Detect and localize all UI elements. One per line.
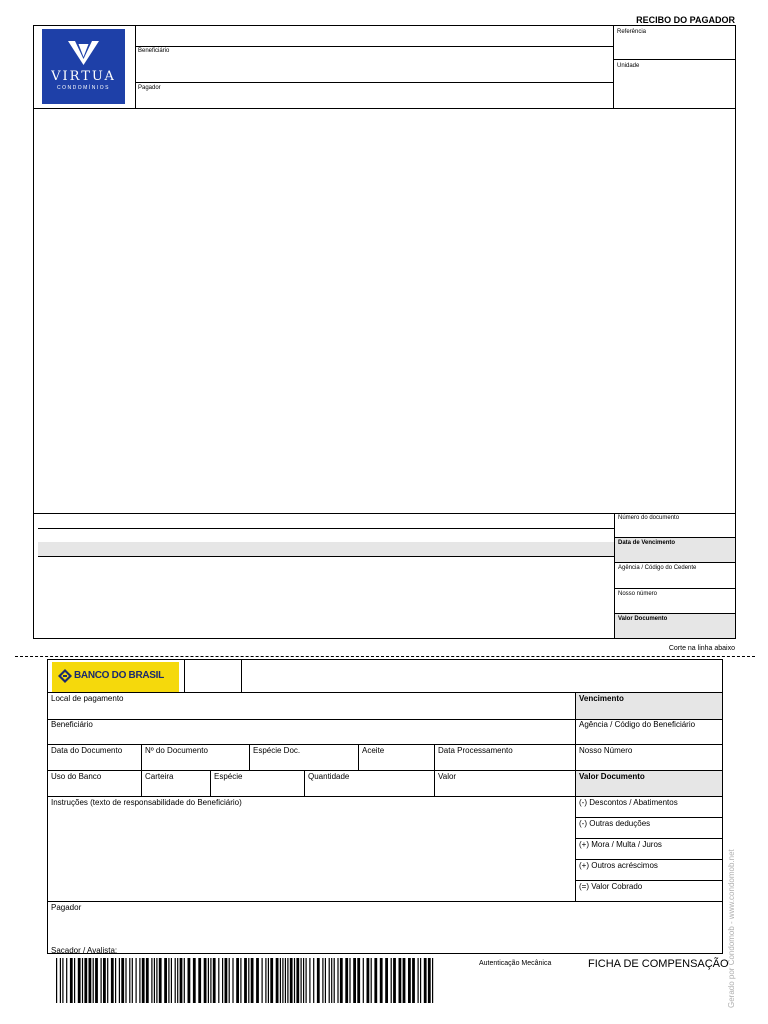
generated-by-text: Gerado por Condomob - www.condomob.net (727, 849, 736, 1008)
ficha-vencimento-label: Vencimento (579, 694, 624, 703)
ficha-header-divider-2 (241, 659, 242, 693)
recibo-referencia-label: Referência (617, 29, 647, 35)
ficha-row-line-4 (47, 796, 723, 797)
ficha-aceite-label: Aceite (362, 746, 385, 755)
virtua-v-icon (42, 29, 125, 69)
ficha-outros-acrescimos-label: (+) Outros acréscimos (579, 861, 658, 870)
recibo-nosso-numero-label: Nosso número (618, 591, 658, 597)
ficha-sacador-label: Sacador / Avalista: (51, 946, 118, 955)
recibo-numero-documento-label: Número do documento (618, 515, 680, 521)
ficha-carteira-label: Carteira (145, 772, 174, 781)
cut-line (15, 656, 755, 657)
ficha-valor-label: Valor (438, 772, 457, 781)
recibo-right-line-2 (614, 562, 736, 563)
recibo-line-2 (135, 82, 614, 83)
cut-line-text: Corte na linha abaixo (668, 645, 735, 652)
ficha-mora-multa-label: (+) Mora / Multa / Juros (579, 840, 662, 849)
recibo-data-vencimento-label: Data de Vencimento (618, 540, 676, 546)
ficha-data-processamento-label: Data Processamento (438, 746, 513, 755)
ficha-descontos-label: (-) Descontos / Abatimentos (579, 798, 678, 807)
recibo-right-line-3 (614, 588, 736, 589)
ficha-valor-documento-label: Valor Documento (579, 772, 645, 781)
ficha-numero-documento-label: Nº do Documento (145, 746, 208, 755)
ficha-data-documento-label: Data do Documento (51, 746, 123, 755)
ficha-right-line-1 (575, 817, 723, 818)
virtua-logo-subtitle: CONDOMÍNIOS (57, 85, 110, 91)
ficha-pagador-label: Pagador (51, 903, 82, 912)
recibo-title: RECIBO DO PAGADOR (636, 15, 735, 25)
ficha-r3-divider-1 (141, 744, 142, 771)
ficha-instrucoes-label: Instruções (texto de responsabilidade do Beneficiário) (51, 798, 242, 807)
banco-do-brasil-logo (52, 662, 179, 692)
ficha-right-line-3 (575, 859, 723, 860)
recibo-logo-divider (135, 25, 136, 109)
ficha-local-pagamento-label: Local de pagamento (51, 694, 124, 703)
ficha-r4-divider-4 (434, 770, 435, 797)
recibo-unidade-label: Unidade (617, 63, 640, 69)
ficha-uso-banco-label: Uso do Banco (51, 772, 102, 781)
ficha-especie-label: Espécie (214, 772, 243, 781)
recibo-pagador-label: Pagador (138, 85, 161, 91)
ficha-quantidade-label: Quantidade (308, 772, 350, 781)
ficha-pagador-line (47, 901, 723, 902)
ficha-header-divider-1 (184, 659, 185, 693)
ficha-valor-cobrado-label: (=) Valor Cobrado (579, 882, 643, 891)
ficha-right-line-2 (575, 838, 723, 839)
recibo-line-1 (135, 46, 614, 47)
ficha-especie-doc-label: Espécie Doc. (253, 746, 301, 755)
banco-do-brasil-icon (58, 669, 72, 683)
ficha-row-line-3 (47, 770, 723, 771)
ficha-beneficiario-label: Beneficiário (51, 720, 93, 729)
autenticacao-mecanica-label: Autenticação Mecânica (479, 960, 552, 967)
ficha-r3-divider-2 (249, 744, 250, 771)
ficha-r4-divider-2 (210, 770, 211, 797)
recibo-lower-shaded-row (38, 542, 614, 556)
recibo-lower-line-1 (38, 528, 614, 529)
ficha-r4-divider-3 (304, 770, 305, 797)
recibo-header-divider (33, 108, 736, 109)
ficha-r4-divider-1 (141, 770, 142, 797)
recibo-agencia-codigo-label: Agência / Código do Cedente (618, 565, 697, 571)
recibo-valor-documento-label: Valor Documento (618, 616, 668, 622)
ficha-r3-divider-4 (434, 744, 435, 771)
virtua-logo-name: VIRTUA (51, 69, 116, 84)
ficha-right-line-4 (575, 880, 723, 881)
ficha-nosso-numero-label: Nosso Número (579, 746, 633, 755)
ficha-right-column-divider (575, 692, 576, 902)
ficha-r3-divider-3 (358, 744, 359, 771)
recibo-ref-divider (613, 25, 614, 109)
ficha-compensacao-label: FICHA DE COMPENSAÇÃO (588, 958, 729, 970)
ficha-row-line-2 (47, 744, 723, 745)
bank-name: BANCO DO BRASIL (74, 670, 164, 681)
recibo-lower-line-2 (38, 556, 614, 557)
ficha-outras-deducoes-label: (-) Outras deduções (579, 819, 651, 828)
ficha-agencia-codigo-label: Agência / Código do Beneficiário (579, 720, 696, 729)
barcode (56, 958, 436, 1003)
recibo-beneficiario-label: Beneficiário (138, 48, 170, 54)
virtua-logo (42, 29, 125, 104)
recibo-line-3 (613, 59, 736, 60)
